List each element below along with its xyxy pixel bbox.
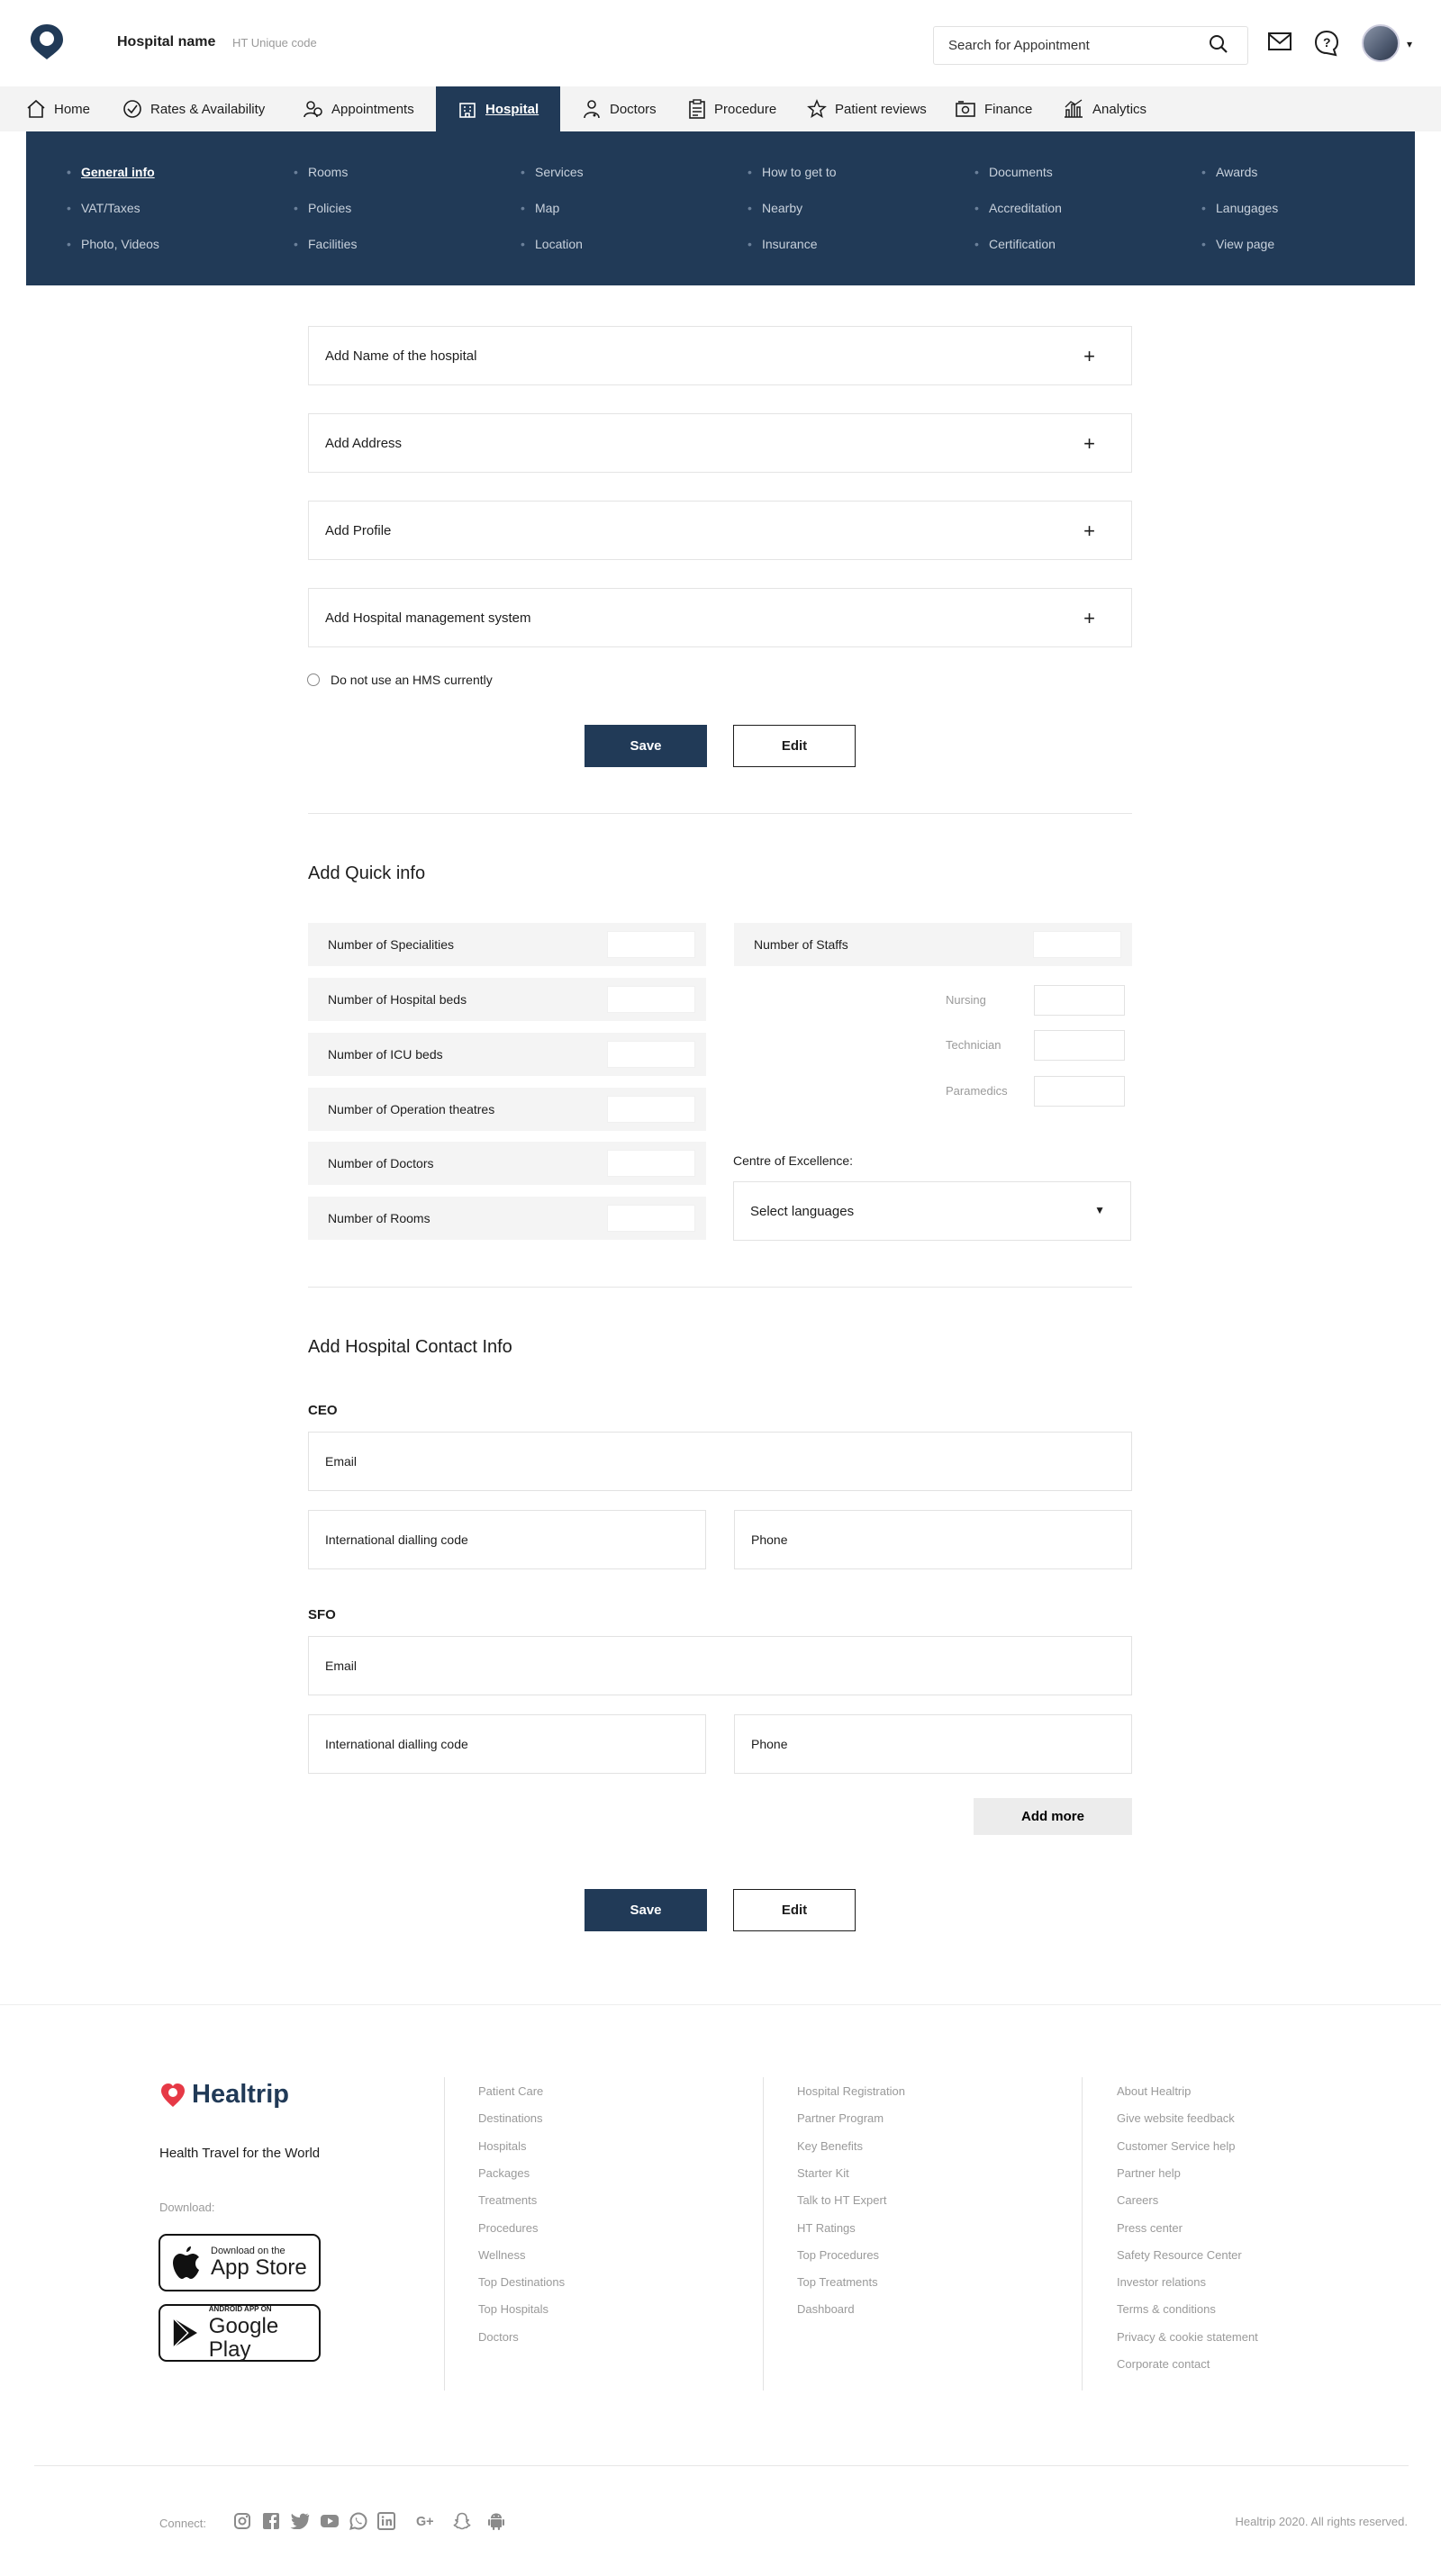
nav-rates-label: Rates & Availability bbox=[150, 101, 266, 117]
footer-column-divider bbox=[1082, 2077, 1083, 2391]
google-play-icon bbox=[171, 2316, 200, 2350]
sfo-email-field[interactable] bbox=[308, 1636, 1132, 1695]
footer-link[interactable]: Corporate contact bbox=[1117, 2357, 1210, 2371]
specialities-row bbox=[308, 923, 706, 966]
footer-link[interactable]: Give website feedback bbox=[1117, 2111, 1235, 2126]
contact-info-title: Add Hospital Contact Info bbox=[308, 1337, 512, 1357]
building-icon bbox=[458, 99, 477, 119]
nav-hospital[interactable] bbox=[436, 86, 560, 131]
footer-link[interactable]: Partner Program bbox=[797, 2111, 884, 2126]
centre-of-excellence-label: Centre of Excellence: bbox=[733, 1153, 854, 1168]
footer-link[interactable]: Packages bbox=[478, 2165, 530, 2180]
footer-divider bbox=[0, 2004, 1441, 2005]
google-play-small: ANDROID APP ON bbox=[208, 2305, 272, 2313]
submenu-nearby[interactable]: • Nearby bbox=[762, 201, 802, 215]
search-input[interactable] bbox=[933, 26, 1248, 65]
wallet-icon bbox=[955, 99, 976, 119]
footer-link[interactable]: Treatments bbox=[478, 2193, 538, 2208]
submenu-insurance[interactable]: • Insurance bbox=[762, 237, 817, 251]
hospital-beds-row bbox=[308, 978, 706, 1021]
no-hms-radio[interactable] bbox=[307, 673, 320, 686]
footer-column-divider bbox=[444, 2077, 445, 2391]
nursing-input[interactable] bbox=[1034, 985, 1125, 1016]
specialities-label: Number of Specialities bbox=[328, 937, 455, 952]
footer-bottom-divider bbox=[34, 2465, 1409, 2466]
copyright: Healtrip 2020. All rights reserved. bbox=[1235, 2515, 1408, 2528]
star-icon bbox=[807, 99, 827, 119]
nav-patient-reviews[interactable] bbox=[807, 86, 927, 131]
help-icon[interactable] bbox=[1314, 30, 1339, 57]
operation-theatres-label: Number of Operation theatres bbox=[328, 1102, 495, 1116]
clipboard-icon bbox=[688, 99, 706, 119]
nav-analytics-label: Analytics bbox=[1092, 101, 1147, 117]
section-divider bbox=[308, 813, 1132, 814]
chart-icon bbox=[1063, 99, 1084, 119]
add-address-label: Add Address bbox=[325, 435, 403, 451]
footer-link[interactable]: Careers bbox=[1117, 2193, 1159, 2208]
footer-link[interactable]: Top Procedures bbox=[797, 2247, 880, 2262]
nav-doctors-label: Doctors bbox=[610, 101, 657, 117]
footer-link[interactable]: Top Hospitals bbox=[478, 2302, 549, 2317]
paramedics-input[interactable] bbox=[1034, 1076, 1125, 1107]
nav-home[interactable] bbox=[26, 86, 90, 131]
google-plus-icon[interactable] bbox=[416, 2511, 436, 2531]
add-hospital-name-label: Add Name of the hospital bbox=[325, 348, 477, 364]
hospital-code: HT Unique code bbox=[232, 36, 317, 50]
plus-icon[interactable]: + bbox=[1083, 607, 1095, 629]
staffs-label: Number of Staffs bbox=[754, 937, 848, 952]
footer-link[interactable]: Destinations bbox=[478, 2111, 543, 2126]
svg-text:G+: G+ bbox=[416, 2515, 434, 2529]
footer-link[interactable]: HT Ratings bbox=[797, 2220, 856, 2235]
people-icon bbox=[304, 99, 323, 119]
home-icon bbox=[26, 99, 46, 119]
doctors-count-input[interactable] bbox=[607, 1150, 695, 1177]
twitter-icon[interactable] bbox=[290, 2511, 310, 2531]
app-store-text bbox=[211, 2246, 307, 2280]
languages-select-value: Select languages bbox=[750, 1203, 855, 1219]
plus-icon[interactable]: + bbox=[1083, 432, 1095, 455]
top-header bbox=[0, 0, 1441, 86]
doctors-count-row bbox=[308, 1142, 706, 1185]
search-icon[interactable] bbox=[1209, 34, 1228, 54]
footer-link[interactable]: Procedures bbox=[478, 2220, 539, 2235]
svg-text:?: ? bbox=[1323, 35, 1331, 50]
nav-patient-reviews-label: Patient reviews bbox=[835, 101, 927, 117]
footer-link[interactable]: Dashboard bbox=[797, 2302, 855, 2317]
ceo-phone-field[interactable] bbox=[734, 1510, 1132, 1569]
submenu-photo-videos[interactable]: • Photo, Videos bbox=[81, 237, 159, 251]
add-hms-row[interactable] bbox=[308, 588, 1132, 647]
footer-column-divider bbox=[763, 2077, 764, 2391]
add-profile-label: Add Profile bbox=[325, 522, 392, 538]
nav-appointments-label: Appointments bbox=[331, 101, 414, 117]
hospital-beds-label: Number of Hospital beds bbox=[328, 992, 467, 1007]
footer-link[interactable]: Top Treatments bbox=[797, 2275, 878, 2290]
google-play-button[interactable] bbox=[159, 2304, 321, 2362]
add-hms-label: Add Hospital management system bbox=[325, 610, 531, 626]
operation-theatres-input[interactable] bbox=[607, 1096, 695, 1123]
submenu-map[interactable]: • Map bbox=[535, 201, 559, 215]
nav-hospital-label: Hospital bbox=[485, 101, 539, 117]
doctor-icon bbox=[582, 99, 602, 119]
submenu-location[interactable]: • Location bbox=[535, 237, 583, 251]
hospital-beds-input[interactable] bbox=[607, 986, 695, 1013]
contact-save-button[interactable]: Save bbox=[585, 1889, 707, 1931]
hospital-submenu bbox=[26, 131, 1415, 285]
quick-info-title: Add Quick info bbox=[308, 863, 426, 883]
main-nav bbox=[0, 86, 1441, 131]
footer-link[interactable]: Partner help bbox=[1117, 2165, 1181, 2180]
google-play-text bbox=[209, 2304, 319, 2362]
nav-doctors[interactable] bbox=[582, 86, 657, 131]
staffs-input[interactable] bbox=[1033, 931, 1121, 958]
submenu-policies[interactable]: • Policies bbox=[308, 201, 351, 215]
no-hms-label: Do not use an HMS currently bbox=[331, 673, 493, 687]
doctors-count-label: Number of Doctors bbox=[328, 1156, 434, 1170]
avatar[interactable] bbox=[1362, 24, 1400, 62]
sfo-phone-field[interactable] bbox=[734, 1714, 1132, 1774]
technician-label: Technician bbox=[946, 1038, 1001, 1052]
ceo-dial-code-field[interactable] bbox=[308, 1510, 706, 1569]
youtube-icon[interactable] bbox=[320, 2511, 340, 2531]
nav-appointments[interactable] bbox=[304, 86, 414, 131]
hospital-logo-icon[interactable] bbox=[27, 22, 67, 61]
footer-link[interactable]: Top Destinations bbox=[478, 2275, 566, 2290]
app-store-big: App Store bbox=[211, 2255, 307, 2280]
facebook-icon[interactable] bbox=[261, 2511, 281, 2531]
contact-edit-button[interactable]: Edit bbox=[733, 1889, 856, 1931]
footer-link[interactable]: Investor relations bbox=[1117, 2275, 1206, 2290]
footer-link[interactable]: Hospitals bbox=[478, 2138, 527, 2153]
healtrip-logo-icon bbox=[159, 2082, 186, 2109]
plus-icon[interactable]: + bbox=[1083, 345, 1095, 367]
submenu-services[interactable]: • Services bbox=[535, 165, 584, 179]
operation-theatres-row bbox=[308, 1088, 706, 1131]
submenu-accreditation[interactable]: • Accreditation bbox=[989, 201, 1062, 215]
nav-analytics[interactable] bbox=[1063, 86, 1146, 131]
footer-link[interactable]: Hospital Registration bbox=[797, 2084, 905, 2098]
footer-link[interactable]: Talk to HT Expert bbox=[797, 2193, 887, 2208]
section-divider bbox=[308, 1287, 1132, 1288]
footer-link[interactable]: Key Benefits bbox=[797, 2138, 863, 2153]
plus-icon[interactable]: + bbox=[1083, 520, 1095, 542]
add-profile-row[interactable] bbox=[308, 501, 1132, 560]
icu-beds-label: Number of ICU beds bbox=[328, 1047, 443, 1062]
submenu-facilities[interactable]: • Facilities bbox=[308, 237, 357, 251]
footer-link[interactable]: Wellness bbox=[478, 2247, 526, 2262]
nav-home-label: Home bbox=[54, 101, 91, 117]
add-more-button[interactable]: Add more bbox=[974, 1798, 1132, 1835]
rooms-count-input[interactable] bbox=[607, 1205, 695, 1232]
snapchat-icon[interactable] bbox=[452, 2511, 472, 2531]
app-store-small: Download on the bbox=[211, 2246, 285, 2256]
mail-icon[interactable] bbox=[1267, 30, 1292, 53]
sfo-dial-code-field[interactable] bbox=[308, 1714, 706, 1774]
brand-name: Healtrip bbox=[192, 2080, 289, 2109]
ceo-heading: CEO bbox=[308, 1403, 338, 1418]
nav-procedure-label: Procedure bbox=[714, 101, 777, 117]
nursing-label: Nursing bbox=[946, 993, 986, 1007]
footer-link[interactable]: About Healtrip bbox=[1117, 2084, 1192, 2098]
submenu-how-to-get-to[interactable]: • How to get to bbox=[762, 165, 837, 179]
connect-label: Connect: bbox=[159, 2517, 207, 2530]
edit-button[interactable]: Edit bbox=[733, 725, 856, 767]
technician-input[interactable] bbox=[1034, 1030, 1125, 1061]
footer-link[interactable]: Privacy & cookie statement bbox=[1117, 2329, 1258, 2344]
nav-procedure[interactable] bbox=[688, 86, 776, 131]
save-button[interactable]: Save bbox=[585, 725, 707, 767]
submenu-general-info[interactable]: • General info bbox=[81, 165, 155, 179]
rooms-count-row bbox=[308, 1197, 706, 1240]
whatsapp-icon[interactable] bbox=[349, 2511, 368, 2531]
sfo-heading: SFO bbox=[308, 1607, 336, 1622]
chevron-down-icon: ▼ bbox=[1094, 1204, 1105, 1216]
footer-link[interactable]: Safety Resource Center bbox=[1117, 2247, 1242, 2262]
apple-icon bbox=[171, 2245, 202, 2281]
submenu-languages[interactable]: • Lanugages bbox=[1216, 201, 1278, 215]
chevron-down-icon[interactable]: ▾ bbox=[1407, 38, 1413, 50]
google-play-big: Google Play bbox=[208, 2314, 279, 2362]
linkedin-icon[interactable] bbox=[376, 2511, 396, 2531]
nav-finance[interactable] bbox=[955, 86, 1032, 131]
nav-finance-label: Finance bbox=[984, 101, 1033, 117]
submenu-rooms[interactable]: • Rooms bbox=[308, 165, 348, 179]
footer-brand[interactable] bbox=[159, 2080, 289, 2110]
check-circle-icon bbox=[122, 99, 142, 119]
icu-beds-row bbox=[308, 1033, 706, 1076]
nav-rates[interactable] bbox=[122, 86, 265, 131]
footer-link[interactable]: Customer Service help bbox=[1117, 2138, 1236, 2153]
instagram-icon[interactable] bbox=[232, 2511, 252, 2531]
footer-link[interactable]: Doctors bbox=[478, 2329, 519, 2344]
specialities-input[interactable] bbox=[607, 931, 695, 958]
add-address-row[interactable] bbox=[308, 413, 1132, 473]
footer-link[interactable]: Starter Kit bbox=[797, 2165, 849, 2180]
ceo-email-field[interactable] bbox=[308, 1432, 1132, 1491]
icu-beds-input[interactable] bbox=[607, 1041, 695, 1068]
paramedics-label: Paramedics bbox=[946, 1084, 1008, 1098]
languages-select[interactable] bbox=[733, 1181, 1131, 1241]
app-store-button[interactable] bbox=[159, 2234, 321, 2291]
android-icon[interactable] bbox=[486, 2511, 506, 2531]
download-label: Download: bbox=[159, 2201, 215, 2214]
footer-link[interactable]: Terms & conditions bbox=[1117, 2302, 1216, 2317]
hospital-name: Hospital name bbox=[117, 34, 216, 50]
staffs-row bbox=[734, 923, 1132, 966]
submenu-vat-taxes[interactable]: • VAT/Taxes bbox=[81, 201, 140, 215]
submenu-documents[interactable]: • Documents bbox=[989, 165, 1053, 179]
footer-link[interactable]: Patient Care bbox=[478, 2084, 544, 2098]
submenu-certification[interactable]: • Certification bbox=[989, 237, 1056, 251]
submenu-view-page[interactable]: • View page bbox=[1216, 237, 1274, 251]
rooms-count-label: Number of Rooms bbox=[328, 1211, 430, 1225]
add-hospital-name-row[interactable] bbox=[308, 326, 1132, 385]
footer-link[interactable]: Press center bbox=[1117, 2220, 1183, 2235]
submenu-awards[interactable]: • Awards bbox=[1216, 165, 1257, 179]
footer-tagline: Health Travel for the World bbox=[159, 2146, 321, 2161]
